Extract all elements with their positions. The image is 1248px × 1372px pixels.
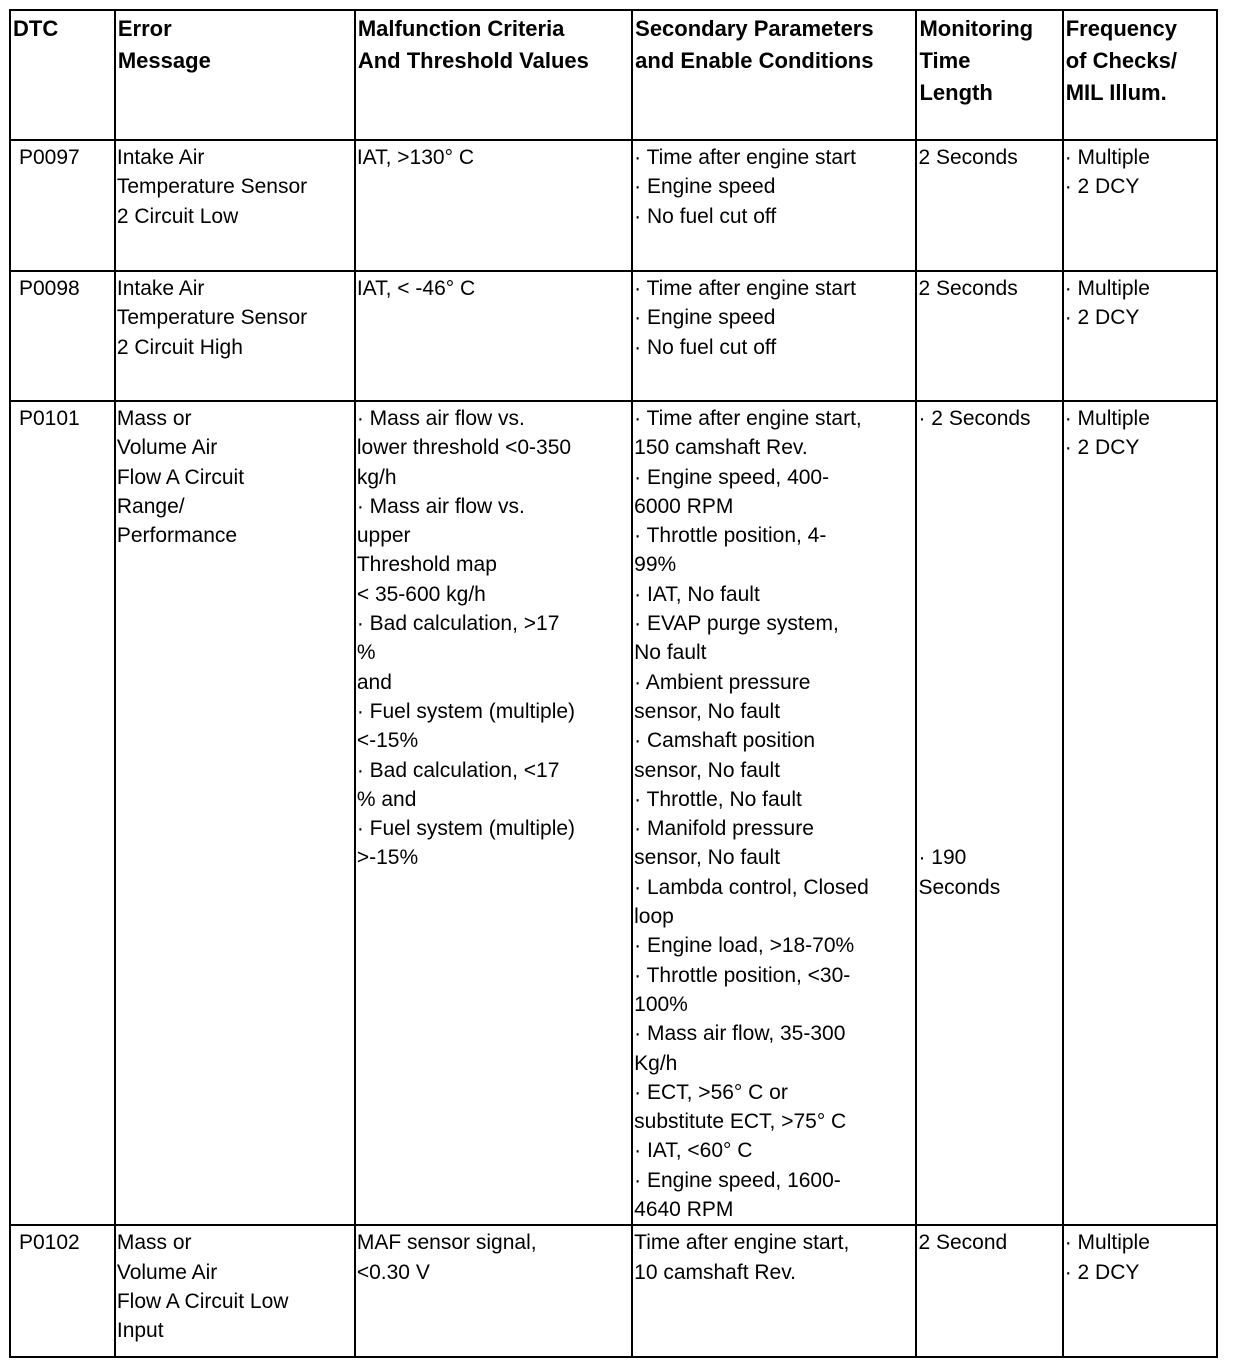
text-line: 6000 RPM — [634, 494, 734, 518]
secondary-parameters — [632, 271, 916, 401]
text-line: · Throttle position, 4- — [634, 524, 827, 548]
text-line: >-15% — [356, 846, 419, 870]
text-line: 2 Second — [918, 1231, 1008, 1255]
text-line: IAT, < -46° C — [356, 277, 476, 300]
text-line: % — [356, 641, 376, 665]
text-line: Flow A Circuit Low — [116, 1289, 289, 1313]
text-line: · Multiple — [1064, 1231, 1150, 1255]
text-line: · Engine speed — [634, 175, 776, 199]
text-line: % and — [356, 787, 417, 811]
text-line: of Checks/ — [1065, 48, 1177, 73]
text-line: Performance — [116, 524, 238, 548]
text-line: 2 Seconds — [918, 146, 1018, 169]
frequency — [1063, 401, 1217, 1225]
text-line: Input — [116, 1319, 164, 1343]
text-line: · Multiple — [1064, 277, 1150, 300]
error-message — [115, 271, 355, 401]
text-line: 99% — [634, 553, 677, 577]
text-line: · Throttle, No fault — [634, 787, 802, 811]
text-line: · Multiple — [1064, 407, 1150, 430]
frequency — [1063, 1225, 1217, 1357]
text-line: Intake Air — [116, 146, 205, 169]
text-line: · Mass air flow vs. — [356, 494, 525, 518]
header-secondary-parameters — [632, 10, 916, 140]
text-line: IAT, >130° C — [356, 146, 474, 169]
text-line: 4640 RPM — [634, 1198, 734, 1222]
text-line: · Ambient pressure — [634, 670, 811, 694]
text-line: · 2 DCY — [1064, 306, 1140, 330]
text-line: 2 Seconds — [918, 277, 1018, 300]
monitoring-time-bottom — [918, 843, 1060, 902]
text-line: Intake Air — [116, 277, 205, 300]
text-line: Seconds — [918, 875, 1001, 899]
text-line: · Manifold pressure — [634, 817, 814, 841]
text-line: 100% — [634, 992, 688, 1016]
text-line: · Mass air flow, 35-300 — [634, 1022, 846, 1046]
text-line: <0.30 V — [356, 1260, 430, 1284]
text-line: Error — [117, 16, 172, 41]
dtc-table — [9, 9, 1218, 1358]
text-line: MIL Illum. — [1065, 80, 1167, 105]
text-line: Monitoring — [919, 16, 1034, 41]
text-line: < 35-600 kg/h — [356, 582, 486, 606]
text-line: · 2 DCY — [1064, 175, 1140, 199]
text-line: · EVAP purge system, — [634, 612, 839, 636]
text-line: No fault — [634, 641, 707, 665]
text-line: Flow A Circuit — [116, 465, 245, 489]
text-line: kg/h — [356, 465, 397, 489]
text-line: sensor, No fault — [634, 846, 781, 870]
text-line: Secondary Parameters — [635, 16, 874, 41]
dtc-code: P0097 — [10, 140, 115, 271]
text-line: · Lambda control, Closed — [634, 875, 869, 899]
text-line: · Fuel system (multiple) — [356, 817, 576, 841]
text-line: Time after engine start, — [634, 1231, 850, 1255]
dtc-code: P0102 — [10, 1225, 115, 1357]
header-monitoring-time — [916, 10, 1062, 140]
text-line: Kg/h — [634, 1051, 678, 1075]
text-line: 10 camshaft Rev. — [634, 1260, 796, 1284]
cell-spacer — [918, 433, 1060, 843]
text-line: Mass or — [116, 407, 192, 430]
text-line: sensor, No fault — [634, 699, 781, 723]
text-line: · IAT, <60° C — [634, 1139, 753, 1163]
header-row — [10, 10, 1217, 140]
text-line: Frequency — [1065, 16, 1177, 41]
text-line: Time — [919, 48, 971, 73]
header-malfunction-criteria — [355, 10, 632, 140]
text-line: · Engine speed, 400- — [634, 465, 830, 489]
text-line: · No fuel cut off — [634, 204, 777, 228]
text-line: Temperature Sensor — [116, 306, 308, 330]
monitoring-time — [916, 140, 1062, 271]
text-line: sensor, No fault — [634, 758, 781, 782]
table-row — [10, 1225, 1217, 1357]
text-line: Volume Air — [116, 1260, 218, 1284]
error-message — [115, 140, 355, 271]
dtc-code: P0101 — [10, 401, 115, 1225]
text-line: Length — [919, 80, 993, 105]
text-line: loop — [634, 905, 674, 929]
malfunction-criteria — [355, 1225, 632, 1357]
text-line: Message — [117, 48, 211, 73]
text-line: Malfunction Criteria — [357, 16, 565, 41]
text-line: · Engine load, >18-70% — [634, 934, 855, 958]
text-line: And Threshold Values — [357, 48, 589, 73]
header-frequency — [1063, 10, 1217, 140]
text-line: substitute ECT, >75° C — [634, 1110, 847, 1134]
text-line: 2 Circuit High — [116, 335, 243, 359]
text-line: · Engine speed — [634, 306, 776, 330]
text-line: · Camshaft position — [634, 729, 816, 753]
dtc-code: P0098 — [10, 271, 115, 401]
text-line: · Time after engine start, — [634, 407, 862, 430]
text-line: · Bad calculation, >17 — [356, 612, 560, 636]
monitoring-time — [916, 1225, 1062, 1357]
secondary-parameters — [632, 1225, 916, 1357]
text-line: · Mass air flow vs. — [356, 407, 525, 430]
text-line: 150 camshaft Rev. — [634, 436, 808, 460]
text-line: and — [356, 670, 392, 694]
malfunction-criteria — [355, 140, 632, 271]
frequency — [1063, 140, 1217, 271]
text-line: Threshold map — [356, 553, 497, 577]
text-line: · No fuel cut off — [634, 335, 777, 359]
text-line: and Enable Conditions — [635, 48, 874, 73]
header-dtc: DTC — [10, 10, 115, 140]
text-line: 2 Circuit Low — [116, 204, 239, 228]
table-row — [10, 271, 1217, 401]
monitoring-time-top — [918, 404, 1060, 433]
frequency — [1063, 271, 1217, 401]
text-line: · 190 — [918, 846, 967, 870]
text-line: Volume Air — [116, 436, 218, 460]
text-line: · Time after engine start — [634, 146, 856, 169]
text-line: lower threshold <0-350 — [356, 436, 572, 460]
header-error-message — [115, 10, 355, 140]
text-line: Temperature Sensor — [116, 175, 308, 199]
text-line: · Time after engine start — [634, 277, 856, 300]
text-line: · IAT, No fault — [634, 582, 760, 606]
secondary-parameters — [632, 401, 916, 1225]
error-message — [115, 401, 355, 1225]
text-line: · Fuel system (multiple) — [356, 699, 576, 723]
text-line: · 2 DCY — [1064, 1260, 1140, 1284]
monitoring-time — [916, 401, 1062, 1225]
text-line: · Multiple — [1064, 146, 1150, 169]
text-line: · Throttle position, <30- — [634, 963, 851, 987]
secondary-parameters — [632, 140, 916, 271]
text-line: · 2 DCY — [1064, 436, 1140, 460]
text-line: · Engine speed, 1600- — [634, 1168, 841, 1192]
text-line: · 2 Seconds — [918, 407, 1031, 430]
text-line: Mass or — [116, 1231, 192, 1255]
text-line: · Bad calculation, <17 — [356, 758, 560, 782]
text-line: · ECT, >56° C or — [634, 1080, 788, 1104]
table-row — [10, 140, 1217, 271]
monitoring-time — [916, 271, 1062, 401]
malfunction-criteria — [355, 271, 632, 401]
text-line: <-15% — [356, 729, 419, 753]
text-line: upper — [356, 524, 411, 548]
malfunction-criteria — [355, 401, 632, 1225]
text-line: Range/ — [116, 494, 185, 518]
text-line: MAF sensor signal, — [356, 1231, 537, 1255]
error-message — [115, 1225, 355, 1357]
table-row — [10, 401, 1217, 1225]
